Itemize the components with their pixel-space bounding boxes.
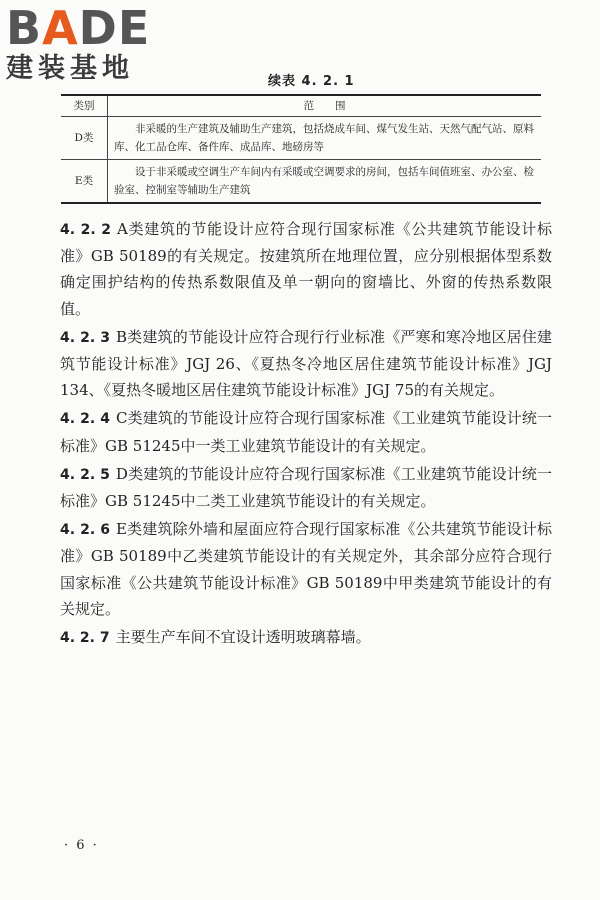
logo-letter-a: A bbox=[42, 1, 79, 55]
clause-4-2-6 bbox=[60, 516, 552, 622]
row-range: 非采暖的生产建筑及辅助生产建筑，包括烧成车间、煤气发生站、天然气配气站、原料库、化工品仓库、备件库、成品库、地磅房等 bbox=[108, 117, 542, 160]
logo-wordmark bbox=[6, 1, 178, 55]
clause-text: 主要生产车间不宜设计透明玻璃幕墙。 bbox=[115, 628, 371, 647]
clause-text: B类建筑的节能设计应符合现行行业标准《严寒和寒冷地区居住建筑节能设计标准》JGJ 26、《夏热冬冷地区居住建筑节能设计标准》JGJ 134、《夏热冬暖地区居住建筑节能设计标准》JGJ 75的有关规定。 bbox=[60, 327, 552, 400]
table-row bbox=[61, 117, 541, 160]
clause-text: A类建筑的节能设计应符合现行国家标准《公共建筑节能设计标准》GB 50189的有关规定。按建筑所在地理位置，应分别根据体型系数确定围护结构的传热系数限值及单一朝向的窗墙比、外窗的传热系数限值。 bbox=[60, 220, 552, 318]
clauses-body bbox=[60, 216, 552, 653]
logo-subtitle: 建装基地 bbox=[6, 53, 134, 84]
table-caption: 续表 4. 2. 1 bbox=[268, 74, 355, 89]
row-range: 设于非采暖或空调生产车间内有采暖或空调要求的房间，包括车间值班室、办公室、检验室、控制室等辅助生产建筑 bbox=[108, 160, 542, 204]
row-category: E类 bbox=[61, 160, 108, 204]
clause-4-2-7 bbox=[60, 624, 552, 651]
clause-number: 4. 2. 4 bbox=[60, 411, 110, 428]
logo-letters-de: DE bbox=[78, 1, 151, 55]
logo-letter-b: B bbox=[6, 1, 43, 55]
clause-4-2-4 bbox=[60, 405, 552, 458]
table-row bbox=[61, 160, 541, 204]
clause-4-2-3 bbox=[60, 324, 552, 404]
clause-text: D类建筑的节能设计应符合现行国家标准《工业建筑节能设计统一标准》GB 51245中二类工业建筑节能设计的有关规定。 bbox=[60, 464, 553, 511]
table-header-row bbox=[61, 95, 541, 117]
clause-text: C类建筑的节能设计应符合现行国家标准《工业建筑节能设计统一标准》GB 51245中一类工业建筑节能设计的有关规定。 bbox=[60, 409, 552, 455]
header-range: 范 围 bbox=[108, 95, 542, 117]
page-number: · 6 · bbox=[64, 838, 99, 853]
header-category: 类别 bbox=[61, 95, 108, 117]
clause-number: 4. 2. 3 bbox=[60, 329, 110, 346]
clause-number: 4. 2. 6 bbox=[60, 522, 110, 539]
clause-text: E类建筑除外墙和屋面应符合现行国家标准《公共建筑节能设计标准》GB 50189中乙类建筑节能设计的有关规定外，其余部分应符合现行国家标准《公共建筑节能设计标准》GB 50189中甲类建筑节能设计的有关规定。 bbox=[60, 520, 553, 618]
bade-logo bbox=[6, 1, 178, 84]
category-table bbox=[61, 94, 541, 204]
clause-number: 4. 2. 5 bbox=[60, 466, 110, 483]
clause-4-2-5 bbox=[60, 461, 552, 514]
clause-4-2-2 bbox=[60, 216, 552, 322]
clause-number: 4. 2. 2 bbox=[60, 222, 112, 238]
row-category: D类 bbox=[61, 117, 108, 160]
clause-number: 4. 2. 7 bbox=[60, 630, 110, 647]
